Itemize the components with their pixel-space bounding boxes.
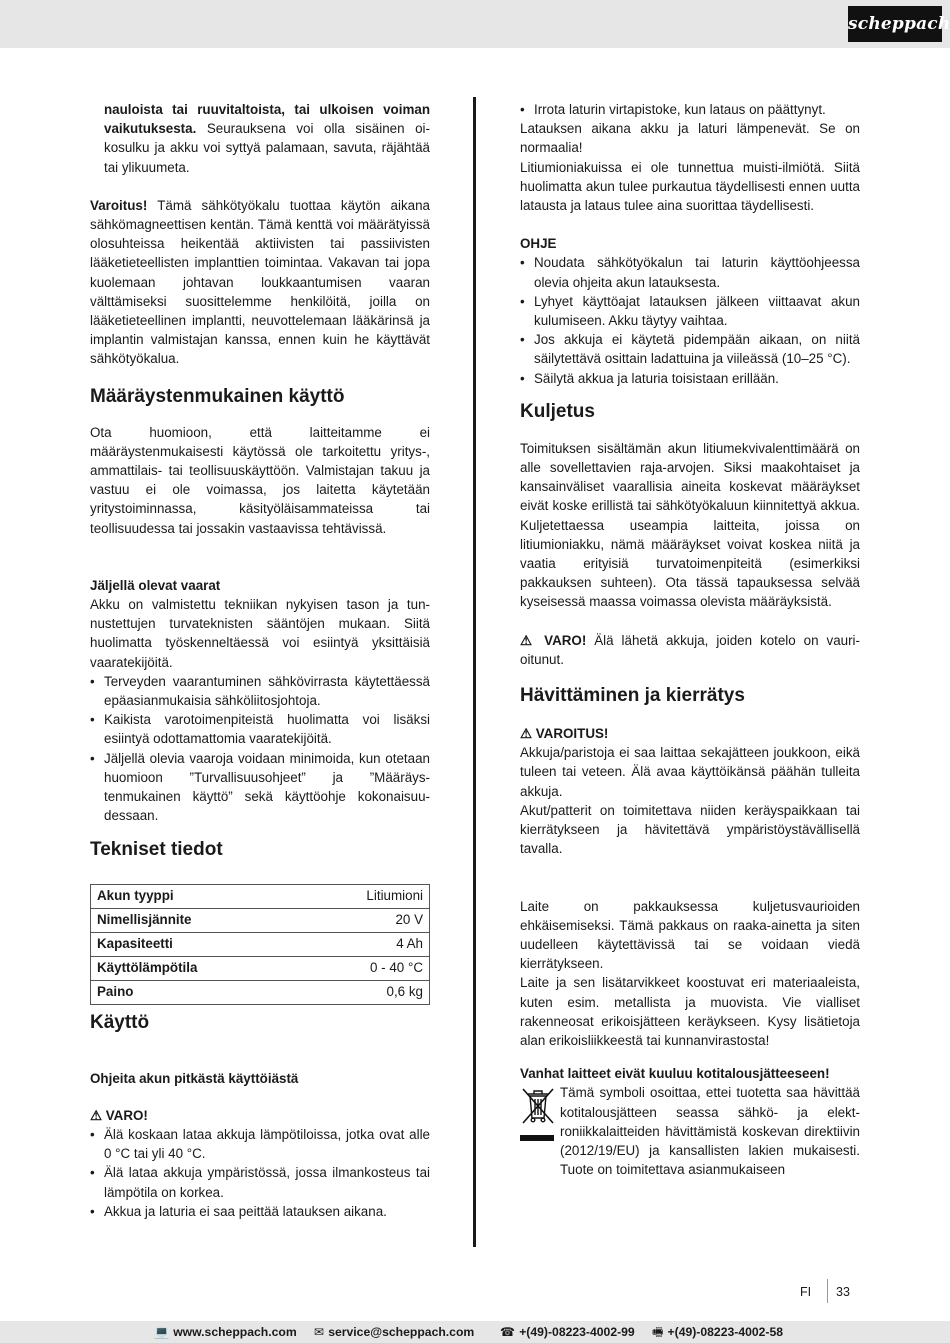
contact-bar [0,1321,950,1343]
website-item [154,1321,297,1343]
heading-old-devices: Vanhat laitteet eivät kuuluu kotitalousjätteeseen! [520,1066,830,1082]
charging-list [520,100,860,119]
top-bar [0,0,950,48]
scheppach-logo: scheppach [848,6,942,42]
list-item: • Kaikista varotoimenpiteistä huolimatta voi lisäksi esiintyä odottamattomia vaaratekijöitä. [90,710,430,748]
packaging-text-1: Laite on pakkauksessa kuljetusvaurioiden ehkäisemiseksi. Tämä pakkaus on raaka-ainetta ja siten uudelleen käytettävissä tai se voidaan viedä kierrätykseen. [520,898,860,972]
weee-text: Tämä symboli osoittaa, ettei tuotetta saa hävittää kotitalousjätteen seassa sähkö- ja elektroniikkalaitteiden hävittämistä koskevan direktiivin (2012/19/EU) ja kansallisten lakien mukaisesti. Tuote on toimitettava asianmukaiseen [560,1085,860,1178]
varo-list [90,1125,430,1221]
list-item: • Akkua ja laturia ei saa peittää latauksen aikana. [90,1202,430,1221]
table-row [91,884,430,908]
varo2-paragraph [520,631,860,669]
spec-value: 0 - 40 °C [261,956,430,980]
phone-item [500,1321,635,1343]
heading-intended-use: Määräystenmukainen käyttö [90,385,345,407]
fax-item [652,1321,783,1343]
emf-warning [90,196,430,369]
weee-bin-icon [520,1085,558,1140]
warning-text: Tämä sähkötyökalu tuottaa käytön aikana sähkömagneettisen kentän. Tämä kenttä voi määrätyissä olosuhteissa heikentää aktiivisten tai passiivisten lääketieteellisten implanttien toimintaa. Vakavan tai jopa kuolemaan johtavan loukkaantumisen vaaran välttämiseksi suosittelemme henkilöitä, joilla on lääketieteellinen implantti, neuvottelemaan lääkärinsä ja implantin valmistajan kanssa, ennen kuin he käyttävät sähkötyökalua. [90,197,430,367]
list-item: • Säilytä akkua ja laturia toisistaan erillään. [520,369,860,388]
list-item: • Älä koskaan lataa akkuja lämpötiloissa, jotka ovat alle 0 °C tai yli 40 °C. [90,1125,430,1163]
list-item: • Jos akkuja ei käytetä pidempään aikaan, on niitä säilytettävä osittain ladattuina ja viileässä (10–25 °C). [520,330,860,368]
charging-text-2: Litiumioniakuissa ei ole tunnettua muisti-ilmiötä. Siitä huolimatta akun tulee purkautua täydellisesti ennen uutta latausta ja lataus tulee aina suorittaa täydellisesti. [520,159,860,214]
website-link[interactable]: www.scheppach.com [173,1325,297,1339]
list-item: • Noudata sähkötyökalun tai laturin käyttöohjeessa olevia ohjeita akun latauksesta. [520,253,860,291]
phone-icon: ☎ [500,1325,516,1339]
left-column [90,100,430,1221]
table-row [91,908,430,932]
varo-label: ⚠ VARO! [90,1107,148,1123]
phone-number: +(49)-08223-4002-99 [519,1325,635,1339]
varo2-text: Älä lähetä akkuja, joiden kotelo on vaurioitunut. [520,632,860,667]
spec-key: Käyttölämpötila [91,956,261,980]
tech-data-table [90,884,430,1005]
heading-transport: Kuljetus [520,400,595,422]
table-row [91,932,430,956]
weee-block [520,1083,860,1179]
weee-bar [520,1135,554,1141]
transport-text: Toimituksen sisältämän akun litiumekvivalenttimäärä on alle sovellettavien raja-arvojen. Siksi maakohtaiset ja kansainväliset vaarallisia aineita koskevat määräykset eivät koske erillistä tai sähkötyökaluun kiinnitettyä akkua. Kuljetettaessa useampia laitteita, joissa on litiumioniakku, nämä määräykset voivat koskea niitä ja vaatia erityisiä turvatoimenpiteitä (esimerkiksi pakkauksen suhteen). Ota tässä tapauksessa selvää kyseisessä maassa voimassa olevista määräyksistä. [520,440,860,610]
list-item: • Terveyden vaarantuminen sähkövirrasta käytettäessä epäasianmukaisia sähköliitosjohtoja. [90,672,430,710]
spec-value: 20 V [261,908,430,932]
email-item [314,1321,474,1343]
table-row [91,980,430,1004]
computer-icon: 💻 [154,1325,170,1339]
intro-bold: nauloista tai ruuvitaltoista, tai ulkoisen voiman vaikutuksesta. [104,102,430,137]
heading-ohje: OHJE [520,236,557,252]
list-item: • Älä lataa akkuja ympäristössä, jossa ilmankosteus tai lämpötila on korkea. [90,1163,430,1201]
spec-key: Nimellisjännite [91,908,261,932]
fax-icon: 🖷 [652,1325,664,1339]
spec-value: 4 Ah [261,932,430,956]
varoitus-label: ⚠ VAROITUS! [520,726,609,742]
spec-key: Akun tyyppi [91,884,261,908]
table-row [91,956,430,980]
list-item: • Lyhyet käyttöajat latauksen jälkeen viittaavat akun kulumiseen. Akku täytyy vaihtaa. [520,292,860,330]
packaging-text-2: Laite ja sen lisätarvikkeet koostuvat eri materiaaleista, kuten esim. metallista ja muovista. Vie vialliset rakenneosat erikoisjätteen keräykseen. Kysy lisätietoja alan erikoisliikkeestä tai kunnanvirastosta! [520,975,860,1048]
ohje-list [520,253,860,387]
spec-value: 0,6 kg [261,980,430,1004]
warning-label: Varoitus! [90,197,148,213]
varo2-label: ⚠ VARO! [520,632,587,648]
intro-rest: Seurauksena voi olla sisäinen oikosulku ja akku voi syttyä palamaan, savuta, räjähtää tai ylikuumeta. [104,121,430,175]
charging-text-1: Latauksen aikana akku ja laturi lämpenevät. Se on normaalia! [520,121,860,156]
disposal-text-2: Akut/patterit on toimitettava niiden keräyspaikkaan tai kierrätykseen ja hävitettävä ympäristöystävällisellä tavalla. [520,802,860,857]
heading-disposal: Hävittäminen ja kierrätys [520,685,745,707]
fax-number: +(49)-08223-4002-58 [667,1325,784,1339]
heading-residual-risks: Jäljellä olevat vaarat [90,577,221,593]
column-divider [473,97,476,1247]
residual-list [90,672,430,826]
language-code: FI [800,1285,812,1299]
heading-long-life: Ohjeita akun pitkästä käyttöiästä [90,1070,299,1086]
disposal-text-1: Akkuja/paristoja ei saa laittaa sekajätteen joukkoon, eikä tuleen tai veteen. Älä avaa käyttöikänsä päähän tulleita akkuja. [520,745,860,799]
intro-paragraph [90,100,430,177]
heading-tech-data: Tekniset tiedot [90,838,223,860]
list-item: • Irrota laturin virtapistoke, kun lataus on päättynyt. [520,100,860,119]
spec-key: Paino [91,980,261,1004]
right-column [520,100,860,1179]
residual-text: Akku on valmistettu tekniikan nykyisen tason ja tunnustettujen turvateknisten sääntöjen mukaan. Siitä huolimatta työskenneltäessä voi esiintyä yksittäisiä vaaratekijöitä. [90,597,430,670]
intended-use-text: Ota huomioon, että laitteitamme ei määräystenmukaisesti käytössä ole tarkoitettu yritys-, ammattilais- tai teollisuuskäyttöön. Valmistajan takuu ja vastuu ei ole voimassa, jos laitetta käytetään yritystoiminnassa, käsityöläisammateissa tai teollisuudessa tai jossakin vastaavissa tehtävissä. [90,424,430,536]
email-icon: ✉ [314,1325,325,1339]
list-item: • Jäljellä olevia vaaroja voidaan minimoida, kun otetaan huomioon ”Turvallisuusohjeet” ja ”Määräystenmukainen käyttö” sekä käyttöohje kokonaisuudessaan. [90,749,430,826]
page-number: 33 [836,1285,850,1299]
heading-use: Käyttö [90,1011,150,1033]
spec-key: Kapasiteetti [91,932,261,956]
email-link[interactable]: service@scheppach.com [328,1325,475,1339]
footer-separator [827,1279,828,1303]
spec-value: Litiumioni [261,884,430,908]
